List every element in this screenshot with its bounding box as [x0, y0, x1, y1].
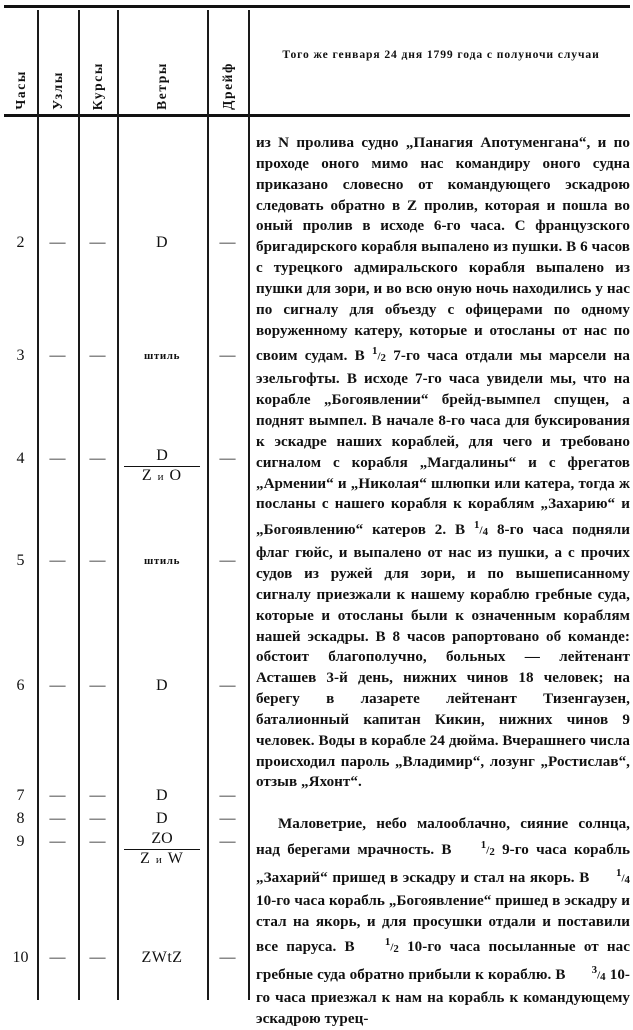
cell-knots: — — [49, 677, 66, 694]
cell-course: — — [89, 677, 106, 694]
cell-drift: — — [219, 552, 236, 569]
fraction: $^1/_2$ — [371, 345, 387, 365]
cell-drift: — — [219, 787, 236, 804]
cell-course: — — [89, 949, 106, 966]
cell-wind: D — [155, 677, 169, 694]
cell-drift: — — [219, 677, 236, 694]
header-rule — [4, 114, 630, 117]
cell-hour: 10 — [12, 949, 29, 966]
cell-drift: — — [219, 234, 236, 251]
wind-fraction-bar — [124, 466, 200, 467]
cell-wind: штиль — [143, 350, 181, 362]
cell-course: — — [89, 450, 106, 467]
column-divider-5 — [248, 10, 250, 1000]
cell-course: — — [89, 552, 106, 569]
cell-hour: 6 — [16, 677, 25, 694]
column-header-knots-label: Узлы — [49, 71, 65, 110]
cell-wind: ZWtZ — [141, 949, 183, 966]
table-row — [0, 675, 248, 697]
column-header-drift — [207, 18, 248, 110]
cell-hour: 9 — [16, 833, 25, 850]
cell-knots: — — [49, 787, 66, 804]
column-header-winds — [117, 18, 207, 110]
cell-knots: — — [49, 450, 66, 467]
cell-knots: — — [49, 552, 66, 569]
wind-denominator: Z и W — [140, 849, 184, 867]
cell-drift: — — [219, 450, 236, 467]
cell-hour: 4 — [16, 450, 25, 467]
column-header-knots — [37, 18, 78, 110]
cell-wind: D — [155, 234, 169, 251]
fraction: $^3/_4$ — [591, 964, 606, 984]
narrative-paragraph-1: из N пролива судно „Панагия Апотуменгана“, и по проходе оного мимо нас командиру оного судна приказано словесно от командующего эскадрою следовать обратно в Z пролив, которая и пошла во оный пролив в исходе 6-го часа. С французского бригадирского корабля выпалено из пушки. В 6 часов с турецкого адмиральского корабля выпалено из пушки для зори, и во всю оную ночь находились у нас по сигналу для объезду с офицерами по одному воруженному катеру, которые и отосланы от нас по своим судам. В $^1/_2$ 7-го часа отдали мы марсели на эзельгофты. В исходе 7-го часа увидели мы, что на корабле „Богоявлении“ брейд-вымпел спущен, а поднят вымпел. В начале 8-го часа для буксирования к эскадре наших кораблей, для чего и требовано сигналом с корабля „Магдалины“ и с фрегатов „Армении“ и „Николая“ шлюпки или катера, тогда ж посланы с нашего корабля к кораблям „Захарию“ и „Богоявлению“ катеров 2. В $^1/_4$ 8-го часа подняли флаг гюйс, и выпалено от нас из пушки, а с прочих судов из ружей для зори, и по вышеписанному сигналу приезжали к нашему кораблю гребные суда, которые и отосланы были к означенным кораблям нашей эскадры. В 8 часов рапортовано об команде: обстоит благополучно, больных — лейтенант Асташев 3-й день, нижних чинов 18 человек; на берегу в лазарете лейтенант Тизенгаузен, баталионный капитан Кикин, нижних чинов 9 человек. Воды в корабле 24 дюйма. Вчерашнего числа происходил пароль „Владимир“, лозунг „Ростислав“, отзыв „Яхонт“. — [256, 135, 631, 791]
cell-drift: — — [219, 833, 236, 850]
wind-denominator: Z и O — [141, 466, 183, 484]
page-title: Того же генваря 24 дня 1799 года с полуночи случаи — [282, 48, 600, 61]
cell-wind: D — [155, 787, 169, 804]
cell-hour: 3 — [16, 347, 25, 364]
cell-hour: 7 — [16, 787, 25, 804]
cell-wind — [117, 831, 207, 868]
cell-wind: D — [155, 810, 169, 827]
table-row — [0, 830, 248, 867]
fraction: $^1/_2$ — [384, 936, 399, 956]
column-header-hours — [4, 18, 37, 110]
column-header-hours-label: Часы — [12, 70, 28, 110]
fraction: $^1/_4$ — [474, 519, 489, 539]
cell-drift: — — [219, 810, 236, 827]
cell-course: — — [89, 347, 106, 364]
fraction: $^1/_4$ — [615, 866, 630, 886]
log-narrative-text — [256, 133, 630, 1030]
cell-wind — [117, 448, 207, 485]
table-row — [0, 808, 248, 830]
wind-numerator: D — [156, 447, 168, 464]
cell-drift: — — [219, 949, 236, 966]
cell-knots: — — [49, 234, 66, 251]
fraction: $^1/_2$ — [480, 838, 495, 858]
cell-knots: — — [49, 810, 66, 827]
cell-wind: штиль — [143, 555, 181, 567]
wind-fraction-bar — [124, 849, 200, 850]
column-header-drift-label: Дрейф — [219, 62, 235, 110]
cell-hour: 2 — [16, 234, 25, 251]
wind-numerator: ZO — [151, 830, 173, 847]
table-row — [0, 785, 248, 807]
top-rule — [4, 5, 630, 8]
cell-knots: — — [49, 833, 66, 850]
table-row — [0, 447, 248, 484]
table-row — [0, 232, 248, 254]
cell-hour: 5 — [16, 552, 25, 569]
narrative-paragraph-2: Маловетрие, небо малооблачно, сияние солнца, над берегами мрачность. В $^1/_2$ 9-го часа корабль „Захарий“ пришед в эскадру и стал на якорь. В $^1/_4$ 10-го часа корабль „Богоявление“ пришед в эскадру и стал на якорь, и для просушки отдали и поставили все паруса. В $^1/_2$ 10-го часа посыланные от нас гребные суда обратно прибыли к кораблю. В $^3/_4$ 10-го часа приезжал к нам на корабль к командующему эскадрою турец- — [256, 816, 631, 1028]
table-row — [0, 550, 248, 572]
cell-knots: — — [49, 949, 66, 966]
column-header-courses-label: Курсы — [89, 61, 105, 110]
cell-course: — — [89, 833, 106, 850]
cell-hour: 8 — [16, 810, 25, 827]
column-header-winds-label: Ветры — [154, 62, 169, 110]
cell-course: — — [89, 810, 106, 827]
cell-course: — — [89, 787, 106, 804]
cell-knots: — — [49, 347, 66, 364]
cell-drift: — — [219, 347, 236, 364]
table-row — [0, 947, 248, 969]
column-header-courses — [78, 18, 117, 110]
cell-course: — — [89, 234, 106, 251]
table-row — [0, 345, 248, 367]
